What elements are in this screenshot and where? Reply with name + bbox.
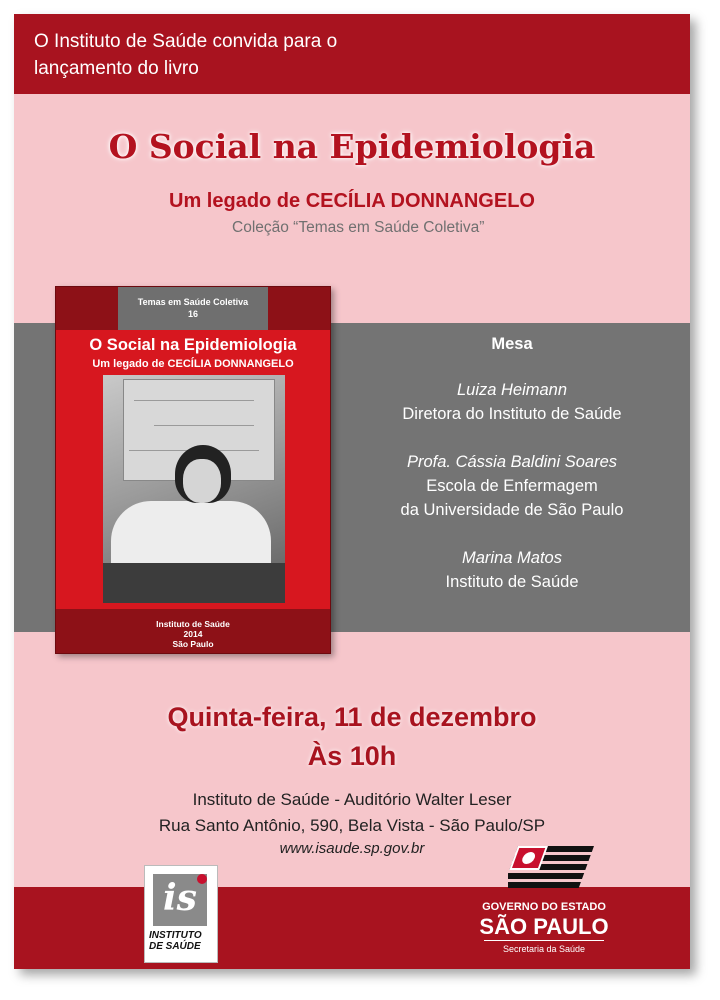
map-line bbox=[154, 425, 254, 426]
is-dot-icon bbox=[197, 874, 207, 884]
book-series-label bbox=[118, 287, 268, 330]
government-logo-divider bbox=[484, 940, 604, 941]
book-publisher: Instituto de Saúde bbox=[156, 619, 230, 629]
speaker-name: Luiza Heimann bbox=[456, 381, 568, 399]
government-logo-line-2: SÃO PAULO bbox=[479, 914, 609, 939]
portrait-face bbox=[183, 459, 221, 503]
instituto-de-saude-logo bbox=[144, 865, 218, 963]
is-letters-icon: is bbox=[163, 877, 197, 919]
poster-subtitle: Um legado de CECÍLIA DONNANGELO bbox=[169, 190, 535, 212]
speaker-3 bbox=[334, 546, 690, 594]
book-year: 2014 bbox=[183, 629, 203, 639]
event-time: Às 10h bbox=[307, 741, 397, 771]
book-publication-info bbox=[56, 619, 330, 649]
speaker-name: Profa. Cássia Baldini Soares bbox=[406, 453, 618, 471]
invitation-line-1: O Instituto de Saúde convida para o bbox=[34, 31, 338, 52]
book-cover bbox=[55, 286, 331, 654]
book-city: São Paulo bbox=[172, 639, 214, 649]
sao-paulo-flag-icon bbox=[508, 846, 594, 896]
speaker-2 bbox=[334, 450, 690, 522]
speaker-1 bbox=[334, 378, 690, 426]
portrait-desk bbox=[103, 563, 285, 603]
book-title: O Social na Epidemiologia bbox=[89, 336, 297, 354]
poster-title: O Social na Epidemiologia bbox=[108, 127, 596, 166]
event-date: Quinta-feira, 11 de dezembro bbox=[167, 702, 537, 732]
is-logo-line-1: INSTITUTO bbox=[149, 930, 202, 941]
panel-heading: Mesa bbox=[491, 335, 533, 353]
collection-name: Coleção “Temas em Saúde Coletiva” bbox=[232, 219, 485, 236]
book-cover-photo bbox=[103, 375, 285, 603]
government-logo-line-3: Secretaria da Saúde bbox=[502, 944, 586, 954]
event-venue: Instituto de Saúde - Auditório Walter Leser bbox=[192, 790, 512, 809]
book-series-name: Temas em Saúde Coletiva bbox=[137, 297, 249, 307]
book-series-number: 16 bbox=[187, 309, 198, 319]
invitation-text bbox=[34, 28, 554, 82]
is-logo-line-2: DE SAÚDE bbox=[149, 941, 201, 952]
panel-speakers bbox=[334, 332, 690, 618]
speaker-role: Escola de Enfermagem bbox=[426, 477, 598, 495]
speaker-role: Diretora do Instituto de Saúde bbox=[402, 405, 622, 423]
speaker-role-line-2: da Universidade de São Paulo bbox=[400, 501, 624, 519]
is-logo-mark bbox=[153, 874, 207, 926]
invitation-line-2: lançamento do livro bbox=[34, 58, 199, 79]
event-address: Rua Santo Antônio, 590, Bela Vista - São Paulo/SP bbox=[158, 816, 546, 835]
portrait-body bbox=[111, 501, 271, 571]
speaker-role: Instituto de Saúde bbox=[445, 573, 579, 591]
government-logo-line-1: GOVERNO DO ESTADO bbox=[482, 901, 606, 913]
book-subtitle: Um legado de CECÍLIA DONNANGELO bbox=[92, 358, 294, 370]
event-poster bbox=[14, 14, 690, 969]
map-line bbox=[134, 400, 254, 401]
is-logo-text bbox=[149, 930, 213, 952]
event-website: www.isaude.sp.gov.br bbox=[279, 840, 425, 857]
speaker-name: Marina Matos bbox=[462, 549, 562, 567]
